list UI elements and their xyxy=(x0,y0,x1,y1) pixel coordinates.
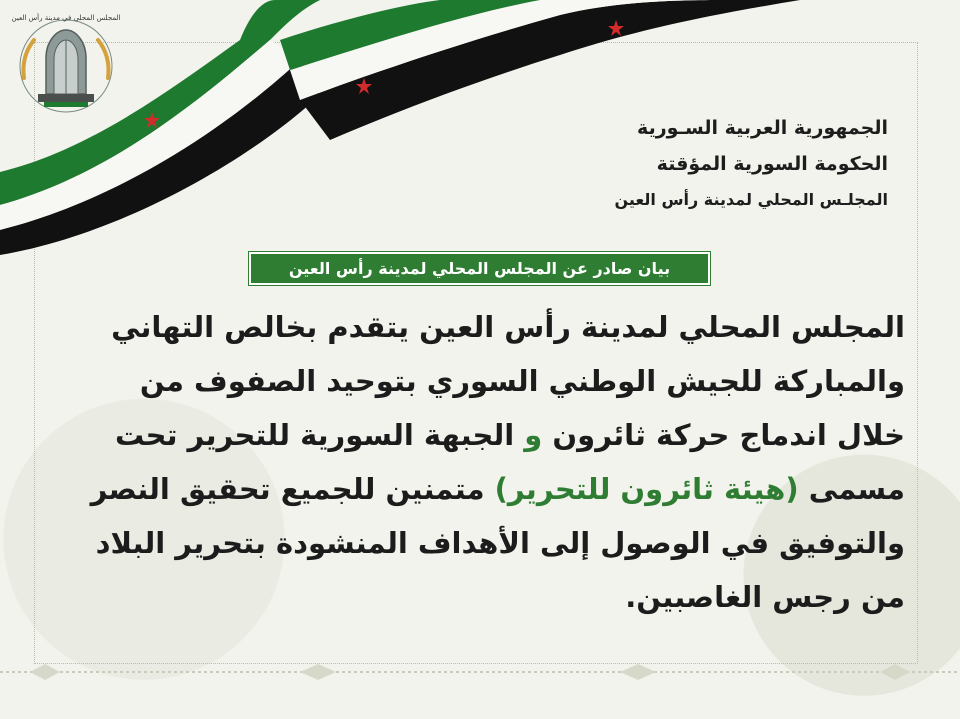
statement-line: من رجس الغاصبين. xyxy=(625,580,905,614)
statement-line xyxy=(55,408,905,462)
highlight-new-entity-name: (هيئة ثائرون للتحرير) xyxy=(494,472,799,506)
council-logo xyxy=(10,8,122,120)
statement-body xyxy=(55,300,905,624)
statement-text: مسمى xyxy=(808,472,905,506)
header-council: المجلـس المحلي لمدينة رأس العين xyxy=(614,190,888,209)
bottom-ornament-border xyxy=(0,662,960,682)
highlight-and: و xyxy=(524,418,543,452)
statement-text: خلال اندماج حركة ثائرون xyxy=(552,418,905,452)
header-country: الجمهورية العربية السـورية xyxy=(637,117,888,139)
government-header xyxy=(468,110,888,218)
header-government: الحكومة السورية المؤقتة xyxy=(656,153,888,175)
statement-text: متمنين للجميع تحقيق النصر xyxy=(90,472,485,506)
statement-line: المجلس المحلي لمدينة رأس العين يتقدم بخالص التهاني xyxy=(111,310,905,344)
statement-title: بيان صادر عن المجلس المحلي لمدينة رأس العين xyxy=(249,252,710,285)
statement-line: والمباركة للجيش الوطني السوري بتوحيد الصفوف من xyxy=(139,364,905,398)
statement-line xyxy=(55,462,905,516)
statement-line: والتوفيق في الوصول إلى الأهداف المنشودة بتحرير البلاد xyxy=(95,526,905,560)
svg-text:المجلس المحلي في مدينة رأس الع: المجلس المحلي في مدينة رأس العين xyxy=(11,14,121,22)
statement-text: الجبهة السورية للتحرير تحت xyxy=(114,418,515,452)
